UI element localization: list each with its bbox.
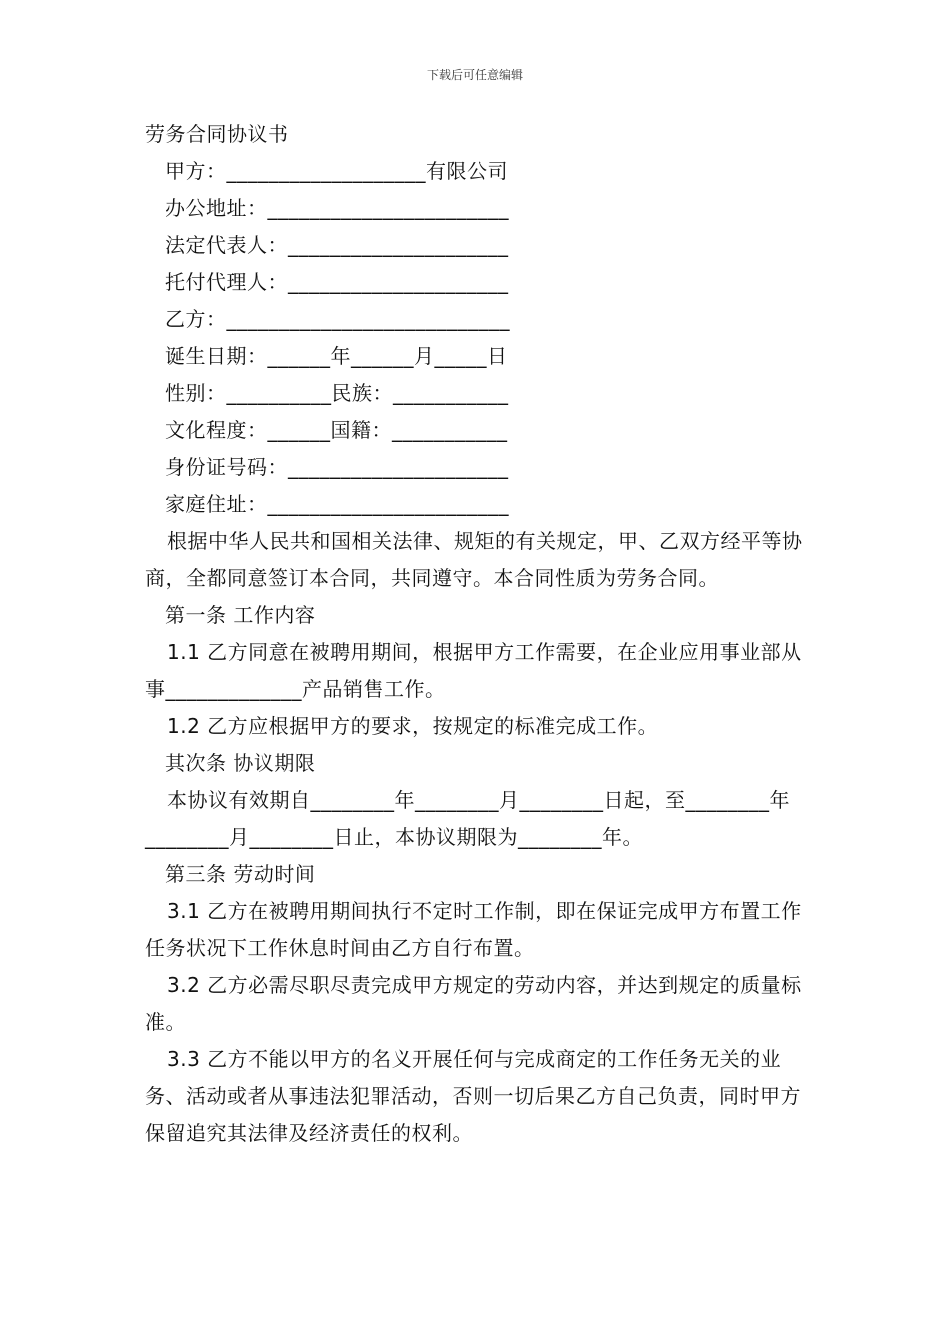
field-agent: 托付代理人：_____________________ — [165, 270, 509, 294]
page-header-note: 下载后可任意编辑 — [426, 68, 523, 82]
field-party-a: 甲方：___________________有限公司 — [165, 159, 508, 183]
field-education-nationality: 文化程度：______国籍：___________ — [165, 418, 508, 442]
article-3-2: 3.2 乙方必需尽职尽责完成甲方规定的劳动内容，并达到规定的质量标准。 — [145, 973, 802, 1034]
field-id-number: 身份证号码：_____________________ — [165, 455, 509, 479]
field-party-b: 乙方：___________________________ — [165, 307, 510, 331]
article-3-1: 3.1 乙方在被聘用期间执行不定时工作制，即在保证完成甲方布置工作任务状况下工作休息时间由乙方自行布置。 — [145, 899, 802, 960]
article-1-2: 1.2 乙方应根据甲方的要求，按规定的标准完成工作。 — [167, 714, 659, 738]
document-title: 劳务合同协议书 — [145, 122, 289, 146]
article-1-1: 1.1 乙方同意在被聘用期间，根据甲方工作需要，在企业应用事业部从事_____________产品销售工作。 — [145, 640, 802, 701]
article-3-title: 第三条 劳动时间 — [165, 862, 316, 886]
article-2-title: 其次条 协议期限 — [165, 751, 316, 775]
field-legal-representative: 法定代表人：_____________________ — [165, 233, 509, 257]
field-office-address: 办公地址：_______________________ — [165, 196, 509, 220]
article-1-title: 第一条 工作内容 — [165, 603, 316, 627]
field-gender-ethnicity: 性别：__________民族：___________ — [165, 381, 509, 405]
document-body — [145, 116, 810, 1152]
article-2-body: 本协议有效期自________年________月________日起，至________年________月________日止，本协议期限为________年。 — [145, 788, 790, 849]
field-home-address: 家庭住址：_______________________ — [165, 492, 509, 516]
intro-paragraph: 根据中华人民共和国相关法律、规矩的有关规定，甲、乙双方经平等协商，全都同意签订本合同，共同遵守。本合同性质为劳务合同。 — [145, 529, 803, 590]
article-3-3: 3.3 乙方不能以甲方的名义开展任何与完成商定的工作任务无关的业务、活动或者从事违法犯罪活动，否则一切后果乙方自己负责，同时甲方保留追究其法律及经济责任的权利。 — [145, 1047, 801, 1145]
field-birth-date: 诞生日期：______年______月_____日 — [165, 344, 508, 368]
